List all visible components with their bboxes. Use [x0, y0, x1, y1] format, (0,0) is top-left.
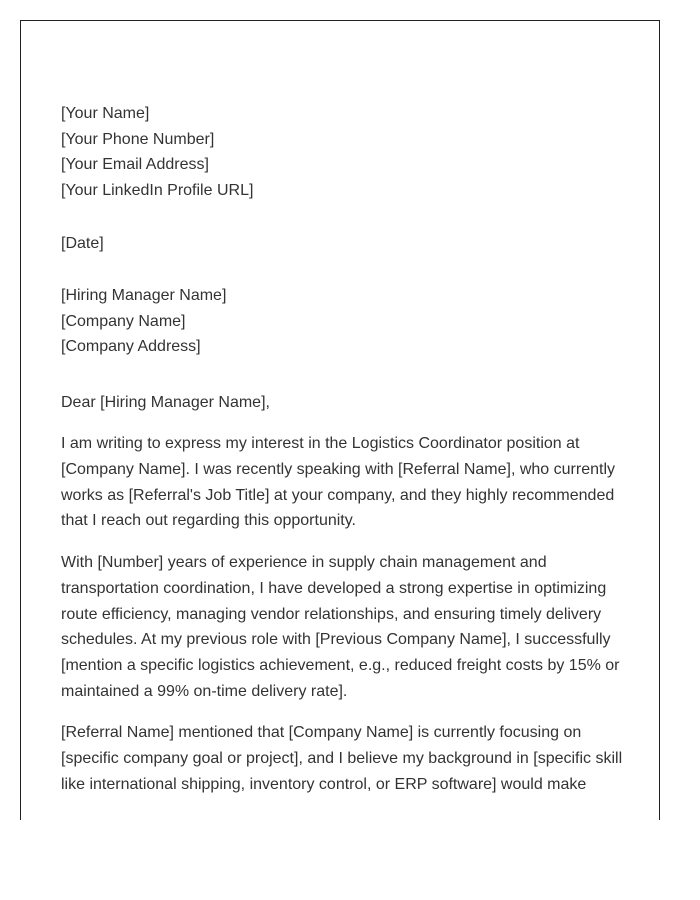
letter-date: [Date] — [61, 235, 104, 253]
recipient-name: [Hiring Manager Name] — [61, 286, 227, 304]
body-paragraph: With [Number] years of experience in supply chain management and transportation coordination, I have developed a strong expertise in optimizing route efficiency, managing vendor relationships, and ensuring timely delivery schedules. At my previous role with [Previous Company Name], I successfully [mention a specific logistics achievement, e.g., reduced freight costs by 15% or maintained a 99% on-time delivery rate]. — [61, 554, 620, 700]
body-paragraph: [Referral Name] mentioned that [Company Name] is currently focusing on [specific company goal or project], and I believe my background in [specific skill like international shipping, inventory control, or ERP software] would make — [61, 724, 623, 793]
letter-body — [61, 431, 631, 797]
salutation: Dear [Hiring Manager Name], — [61, 393, 270, 411]
recipient-address: [Company Address] — [61, 338, 201, 356]
sender-block — [61, 101, 631, 203]
letter-page — [20, 20, 660, 820]
letter-content — [61, 101, 631, 797]
recipient-company: [Company Name] — [61, 312, 186, 330]
sender-phone: [Your Phone Number] — [61, 130, 215, 148]
body-paragraph: I am writing to express my interest in the Logistics Coordinator position at [Company Name]. I was recently speaking with [Referral Name], who currently works as [Referral's Job Title] at your company, and they highly recommended that I reach out regarding this opportunity. — [61, 435, 615, 530]
sender-name: [Your Name] — [61, 105, 150, 122]
sender-linkedin: [Your LinkedIn Profile URL] — [61, 181, 254, 199]
recipient-block — [61, 283, 631, 360]
sender-email: [Your Email Address] — [61, 156, 209, 174]
